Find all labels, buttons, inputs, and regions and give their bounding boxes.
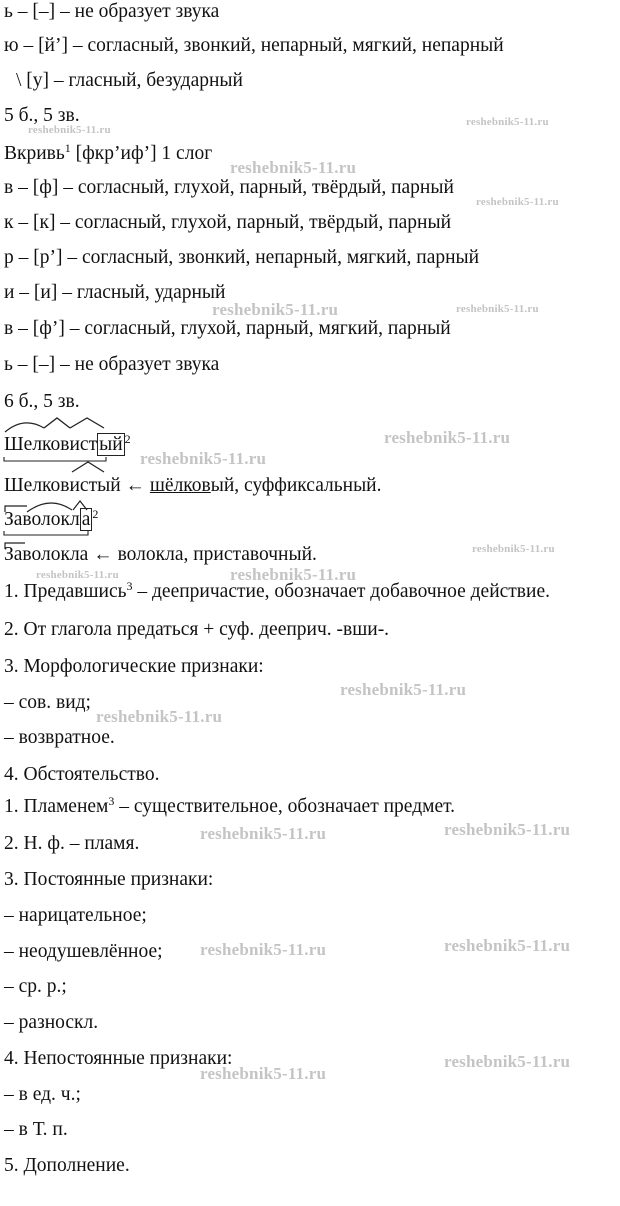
text-line: р – [р’] – согласный, звонкий, непарный, мягкий, парный [4,247,480,268]
watermark: reshebnik5-11.ru [466,116,549,128]
watermark: reshebnik5-11.ru [96,707,223,726]
watermark: reshebnik5-11.ru [472,543,555,555]
watermark: reshebnik5-11.ru [140,449,267,468]
derivation-tail: ый, суффиксальный. [210,475,382,496]
vkriv-line [4,142,212,166]
text-line: в – [ф] – согласный, глухой, парный, твёрдый, парный [4,177,454,198]
text-line: ь – [–] – не образует звука [4,354,220,375]
vkriv-transcription: [фкр’иф’] 1 слог [70,143,213,164]
text-line: 5. Дополнение. [4,1155,130,1176]
morpheme-parse-zavolokla [4,508,98,532]
text-line: – ср. р.; [4,976,67,997]
word-ending: а [81,509,91,530]
item-rest: – существительное, обозначает предмет. [114,796,456,817]
watermark: reshebnik5-11.ru [200,824,327,843]
footnote-mark: 2 [92,507,99,521]
watermark: reshebnik5-11.ru [36,569,119,581]
text-line: 4. Обстоятельство. [4,764,160,785]
plamenem-line [4,795,455,819]
footnote-mark: 3 [126,579,133,593]
text-line: ь – [–] – не образует звука [4,1,220,22]
text-line: – сов. вид; [4,692,91,713]
watermark: reshebnik5-11.ru [200,1064,327,1083]
text-line: 5 б., 5 зв. [4,105,80,126]
watermark: reshebnik5-11.ru [384,428,511,447]
vkriv-word: Вкривь [4,143,65,164]
watermark: reshebnik5-11.ru [212,300,339,319]
footnote-mark: 1 [64,141,71,155]
text-line: – нарицательное; [4,905,147,926]
footnote-mark: 2 [124,432,131,446]
morpheme-parse-shelkovisty [4,433,131,457]
word-ending: ый [99,434,123,455]
watermark: reshebnik5-11.ru [230,158,357,177]
text-line: – возвратное. [4,727,115,748]
text-line: 4. Непостоянные признаки: [4,1048,233,1069]
word-stem: Заволокл [4,509,80,530]
watermark: reshebnik5-11.ru [28,124,111,136]
derivation-zavolokla: Заволокла ← волокла, приставочный. [4,544,317,565]
footnote-mark: 3 [108,794,115,808]
text-line: 6 б., 5 зв. [4,391,80,412]
text-line: \ [у] – гласный, безударный [16,70,243,91]
base-root: шёлк [149,475,192,496]
text-line: – в ед. ч.; [4,1084,81,1105]
word-stem: Шелковист [4,434,98,455]
derivation-shelkovisty [4,474,382,498]
text-line: – неодушевлённое; [4,941,163,962]
watermark: reshebnik5-11.ru [444,820,571,839]
derived-word: Шелковистый ← [4,475,150,496]
watermark: reshebnik5-11.ru [230,565,357,584]
watermark: reshebnik5-11.ru [476,196,559,208]
text-line: ю – [й’] – согласный, звонкий, непарный, мягкий, непарный [4,35,504,56]
base-suffix: ов [191,475,211,496]
watermark: reshebnik5-11.ru [444,936,571,955]
text-line: 2. От глагола предаться + суф. дееприч. -вши-. [4,619,390,640]
text-line: – разноскл. [4,1012,99,1033]
text-line: 2. Н. ф. – пламя. [4,833,140,854]
watermark: reshebnik5-11.ru [456,303,539,315]
text-line: и – [и] – гласный, ударный [4,282,226,303]
text-line: – в Т. п. [4,1119,68,1140]
watermark: reshebnik5-11.ru [200,940,327,959]
item-lead: 1. Предавшись [4,581,127,602]
watermark: reshebnik5-11.ru [444,1052,571,1071]
text-line: в – [ф’] – согласный, глухой, парный, мягкий, парный [4,318,451,339]
text-line: к – [к] – согласный, глухой, парный, твёрдый, парный [4,212,452,233]
item-rest: – деепричастие, обозначает добавочное действие. [132,581,550,602]
watermark: reshebnik5-11.ru [340,680,467,699]
text-line: 3. Морфологические признаки: [4,656,264,677]
text-line: 3. Постоянные признаки: [4,869,214,890]
item-lead: 1. Пламенем [4,796,109,817]
